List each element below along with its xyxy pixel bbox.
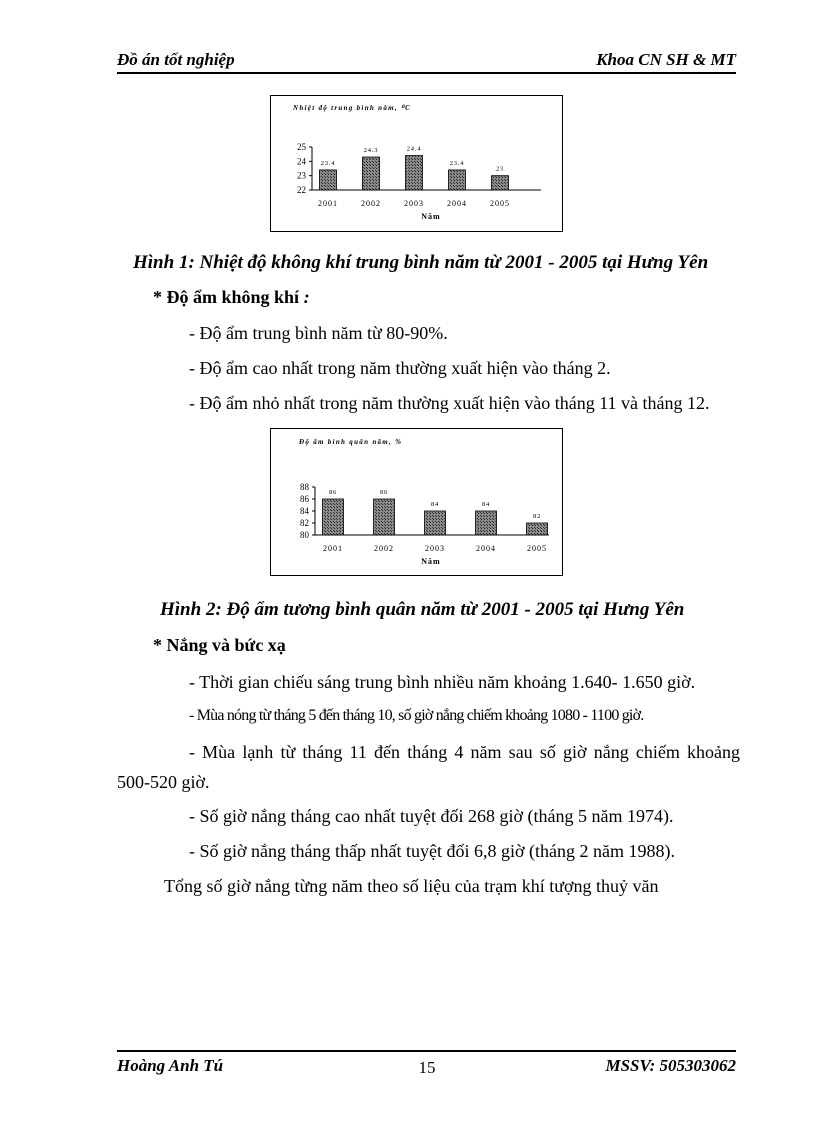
temp-y-tick-label: 23 (297, 170, 306, 181)
humid-x-axis-label: Năm (421, 557, 441, 566)
temp-y-tick-label: 24 (297, 156, 306, 167)
humid-data-label: 86 (379, 489, 389, 496)
sunshine-line-2: - Mùa nóng từ tháng 5 đến tháng 10, số giờ nắng chiếm khoảng 1080 - 1100 giờ. (189, 707, 644, 724)
header-left: Đồ án tốt nghiệp (117, 50, 235, 69)
sunshine-line-3b: 500-520 giờ. (117, 772, 210, 792)
temp-bar (492, 176, 509, 190)
humidity-line-2: - Độ ẩm cao nhất trong năm thường xuất hiện vào tháng 2. (189, 358, 611, 378)
temperature-chart-svg (271, 96, 562, 231)
humidity-chart-svg (271, 429, 562, 575)
temp-x-tick-label: 2005 (490, 199, 510, 208)
temp-data-label: 23.4 (320, 159, 336, 167)
humid-bar (476, 511, 497, 535)
humid-x-tick-label: 2005 (527, 544, 547, 553)
temp-x-tick-label: 2004 (447, 199, 467, 208)
temp-x-tick-label: 2003 (404, 199, 424, 208)
humid-y-tick-label: 86 (300, 494, 309, 504)
temp-bar (406, 156, 423, 190)
footer-author: Hoàng Anh Tú (117, 1056, 224, 1075)
humid-y-tick-label: 84 (300, 506, 309, 516)
humid-x-tick-label: 2002 (374, 544, 394, 553)
sunshine-heading: * Nắng và bức xạ (153, 635, 286, 655)
humidity-line-1: - Độ ẩm trung bình năm từ 80-90%. (189, 323, 448, 343)
humid-bar (527, 523, 548, 535)
sunshine-line-5: - Số giờ nắng tháng thấp nhất tuyệt đối 6,8 giờ (tháng 2 năm 1988). (189, 841, 675, 861)
header-right: Khoa CN SH & MT (596, 50, 736, 69)
humid-x-tick-label: 2003 (425, 544, 445, 553)
humidity-heading-colon: : (303, 287, 310, 307)
humidity-line-3: - Độ ẩm nhỏ nhất trong năm thường xuất hiện vào tháng 11 và tháng 12. (189, 393, 710, 413)
sunshine-line-6: Tổng số giờ nắng từng năm theo số liệu của trạm khí tượng thuỷ văn (164, 876, 659, 896)
humid-y-tick-label: 82 (300, 518, 309, 528)
humid-y-tick-label: 80 (300, 530, 309, 540)
humid-title: Độ ẩm bình quân năm, % (299, 438, 403, 446)
humidity-heading (153, 287, 310, 308)
humid-x-tick-label: 2001 (323, 544, 343, 553)
temp-data-label: 24.4 (406, 145, 422, 153)
humid-bar (323, 499, 344, 535)
figure-2-caption: Hình 2: Độ ẩm tương bình quân năm từ 2001 - 2005 tại Hưng Yên (160, 599, 685, 620)
sunshine-line-1: - Thời gian chiếu sáng trung bình nhiều năm khoảng 1.640- 1.650 giờ. (189, 672, 696, 692)
temp-bar (320, 170, 337, 190)
temp-x-tick-label: 2001 (318, 199, 338, 208)
footer-student-id: MSSV: 505303062 (605, 1056, 736, 1075)
humid-bar (374, 499, 395, 535)
temp-x-tick-label: 2002 (361, 199, 381, 208)
humid-data-label: 86 (328, 489, 338, 496)
humid-data-label: 82 (532, 513, 542, 520)
humidity-chart (270, 428, 563, 576)
header-rule (117, 72, 736, 74)
humid-data-label: 84 (430, 501, 440, 508)
temp-x-axis-label: Năm (421, 212, 441, 221)
temp-y-tick-label: 22 (297, 185, 306, 195)
temp-bar (449, 170, 466, 190)
humidity-heading-text: * Độ ẩm không khí (153, 287, 304, 307)
figure-1-caption: Hình 1: Nhiệt độ không khí trung bình năm từ 2001 - 2005 tại Hưng Yên (133, 252, 709, 273)
temp-y-tick-label: 25 (297, 142, 306, 152)
page-number: 15 (418, 1058, 436, 1077)
humid-x-tick-label: 2004 (476, 544, 496, 553)
temp-bar (363, 157, 380, 190)
footer-rule (117, 1050, 736, 1052)
temp-data-label: 24.3 (363, 147, 379, 155)
humid-data-label: 84 (481, 501, 491, 508)
humid-bar (425, 511, 446, 535)
temp-data-label: 23 (495, 165, 505, 173)
humid-y-tick-label: 88 (300, 482, 309, 492)
sunshine-line-4: - Số giờ nắng tháng cao nhất tuyệt đối 268 giờ (tháng 5 năm 1974). (189, 806, 674, 826)
sunshine-line-3a: - Mùa lạnh từ tháng 11 đến tháng 4 năm sau số giờ nắng chiếm khoảng (189, 742, 740, 762)
temp-data-label: 23.4 (449, 159, 465, 167)
temp-title: Nhiệt độ trung bình năm, ⁰C (293, 104, 412, 112)
temperature-chart (270, 95, 563, 232)
